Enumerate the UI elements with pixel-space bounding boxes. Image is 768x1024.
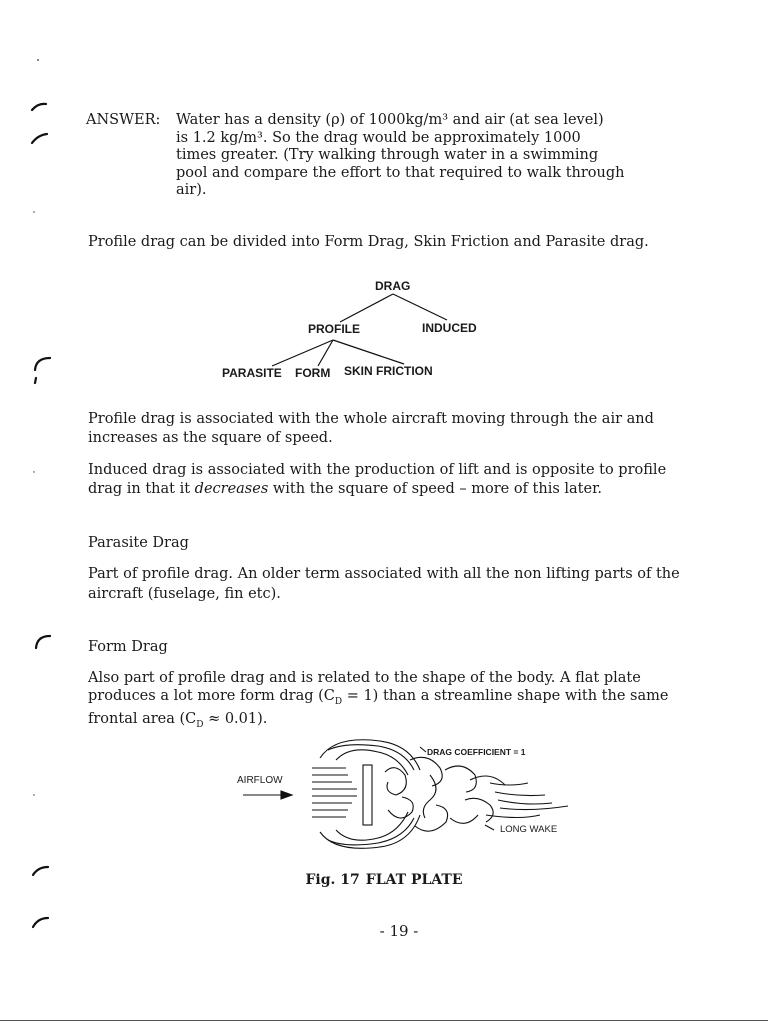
tree-node-parasite: PARASITE [222, 366, 282, 380]
drag-coefficient-label: DRAG COEFFICIENT = 1 [427, 747, 526, 757]
tree-node-profile: PROFILE [308, 322, 361, 336]
induced-desc-line: Induced drag is associated with the production of lift and is opposite to profile [88, 462, 667, 478]
answer-label: ANSWER: [86, 112, 161, 128]
answer-line: times greater. (Try walking through water in a swimming [176, 147, 599, 163]
figure-title: FLAT PLATE [365, 872, 463, 888]
emphasis-decreases: decreases [194, 481, 269, 497]
parasite-desc-line: aircraft (fuselage, fin etc). [88, 586, 281, 602]
form-desc-text: produces a lot more form drag (C [88, 688, 335, 704]
answer-line: Water has a density (ρ) of 1000kg/m³ and air (at sea level) [176, 112, 604, 128]
page-bottom-rule [0, 1020, 768, 1021]
parasite-drag-heading: Parasite Drag [88, 535, 189, 551]
form-desc-text: frontal area (C [88, 711, 197, 727]
form-desc-line: Also part of profile drag and is related to the shape of the body. A flat plate [88, 670, 641, 686]
page-number: - 19 - [379, 922, 419, 940]
profile-desc-line: increases as the square of speed. [88, 430, 333, 446]
answer-line: is 1.2 kg/m³. So the drag would be approximately 1000 [176, 129, 581, 146]
airflow-label: AIRFLOW [237, 775, 283, 786]
subscript-d: D [196, 719, 204, 730]
form-desc-text: ≈ 0.01). [203, 711, 268, 727]
form-desc-text: = 1) than a streamline shape with the same [342, 688, 669, 704]
subscript-d: D [334, 696, 343, 707]
figure-caption [0, 872, 768, 888]
tree-node-skin-friction: SKIN FRICTION [344, 364, 433, 378]
profile-desc-line: Profile drag is associated with the whole aircraft moving through the air and [88, 411, 654, 427]
profile-intro-paragraph: Profile drag can be divided into Form Drag, Skin Friction and Parasite drag. [88, 234, 649, 250]
tree-node-induced: INDUCED [422, 321, 477, 335]
tree-node-drag: DRAG [375, 279, 411, 293]
induced-desc-text: with the square of speed – more of this later. [268, 481, 603, 497]
answer-line: pool and compare the effort to that required to walk through [176, 164, 625, 181]
form-drag-heading: Form Drag [88, 639, 168, 655]
answer-line: air). [176, 182, 207, 198]
tree-node-form: FORM [295, 366, 331, 380]
long-wake-label: LONG WAKE [500, 824, 558, 835]
figure-number: Fig. 17 [305, 872, 360, 888]
induced-desc-text: drag in that it [88, 481, 195, 497]
parasite-desc-line: Part of profile drag. An older term associated with all the non lifting parts of the [88, 566, 680, 582]
